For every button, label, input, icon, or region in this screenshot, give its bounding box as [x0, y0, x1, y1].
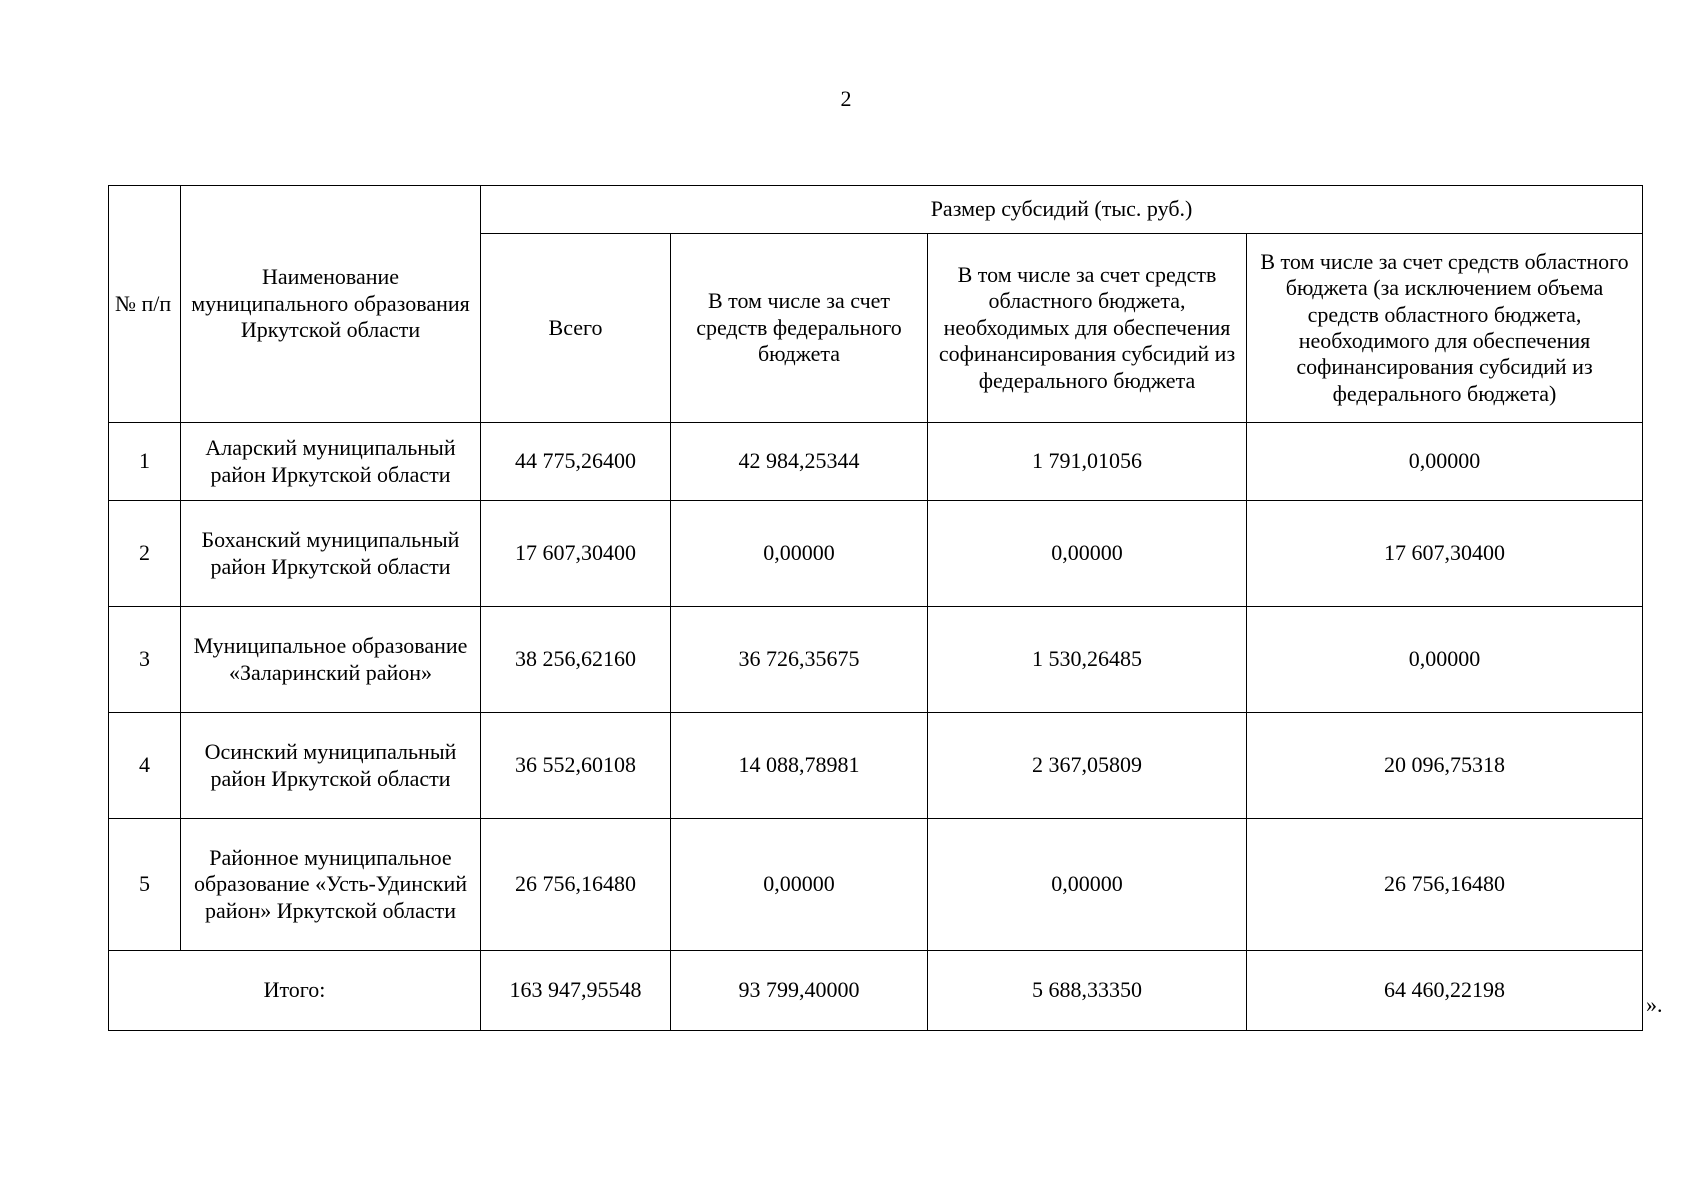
totals-total: 163 947,95548 [481, 951, 671, 1031]
row-regional-cofin: 0,00000 [928, 819, 1247, 951]
row-name: Районное муниципальное образование «Усть-Удинский район» Иркутской области [181, 819, 481, 951]
header-federal: В том числе за счет средств федерального бюджета [671, 234, 928, 423]
row-total: 44 775,26400 [481, 423, 671, 501]
row-total: 36 552,60108 [481, 713, 671, 819]
header-regional-cofin: В том числе за счет средств областного бюджета, необходимых для обеспечения софинансирования субсидий из федерального бюджета [928, 234, 1247, 423]
row-total: 17 607,30400 [481, 501, 671, 607]
row-federal: 42 984,25344 [671, 423, 928, 501]
row-num: 3 [109, 607, 181, 713]
row-federal: 0,00000 [671, 501, 928, 607]
totals-row [109, 951, 1643, 1031]
row-regional-other: 20 096,75318 [1247, 713, 1643, 819]
header-regional-other: В том числе за счет средств областного бюджета (за исключением объема средств областного бюджета, необходимого для обеспечения софинансирования субсидий из федерального бюджета) [1247, 234, 1643, 423]
table-row [109, 501, 1643, 607]
row-num: 5 [109, 819, 181, 951]
row-name: Боханский муниципальный район Иркутской области [181, 501, 481, 607]
row-regional-other: 0,00000 [1247, 607, 1643, 713]
row-federal: 36 726,35675 [671, 607, 928, 713]
header-name: Наименование муниципального образования Иркутской области [181, 186, 481, 423]
row-total: 38 256,62160 [481, 607, 671, 713]
totals-federal: 93 799,40000 [671, 951, 928, 1031]
table-row [109, 423, 1643, 501]
row-federal: 0,00000 [671, 819, 928, 951]
row-federal: 14 088,78981 [671, 713, 928, 819]
header-num: № п/п [109, 186, 181, 423]
header-group: Размер субсидий (тыс. руб.) [481, 186, 1643, 234]
row-regional-cofin: 1 791,01056 [928, 423, 1247, 501]
row-name: Аларский муниципальный район Иркутской области [181, 423, 481, 501]
row-total: 26 756,16480 [481, 819, 671, 951]
row-regional-other: 26 756,16480 [1247, 819, 1643, 951]
page-number: 2 [840, 86, 852, 111]
row-regional-cofin: 1 530,26485 [928, 607, 1247, 713]
row-num: 4 [109, 713, 181, 819]
closing-quote: ». [1646, 992, 1663, 1017]
row-regional-other: 17 607,30400 [1247, 501, 1643, 607]
table-row [109, 713, 1643, 819]
table-row [109, 607, 1643, 713]
table-row [109, 819, 1643, 951]
totals-regional-other: 64 460,22198 [1247, 951, 1643, 1031]
header-row-1 [109, 186, 1643, 234]
row-regional-other: 0,00000 [1247, 423, 1643, 501]
row-num: 1 [109, 423, 181, 501]
row-regional-cofin: 0,00000 [928, 501, 1247, 607]
totals-regional-cofin: 5 688,33350 [928, 951, 1247, 1031]
row-regional-cofin: 2 367,05809 [928, 713, 1247, 819]
row-num: 2 [109, 501, 181, 607]
totals-label: Итого: [109, 951, 481, 1031]
subsidies-table [108, 185, 1643, 1031]
row-name: Осинский муниципальный район Иркутской области [181, 713, 481, 819]
header-total: Всего [481, 234, 671, 423]
row-name: Муниципальное образование «Заларинский район» [181, 607, 481, 713]
